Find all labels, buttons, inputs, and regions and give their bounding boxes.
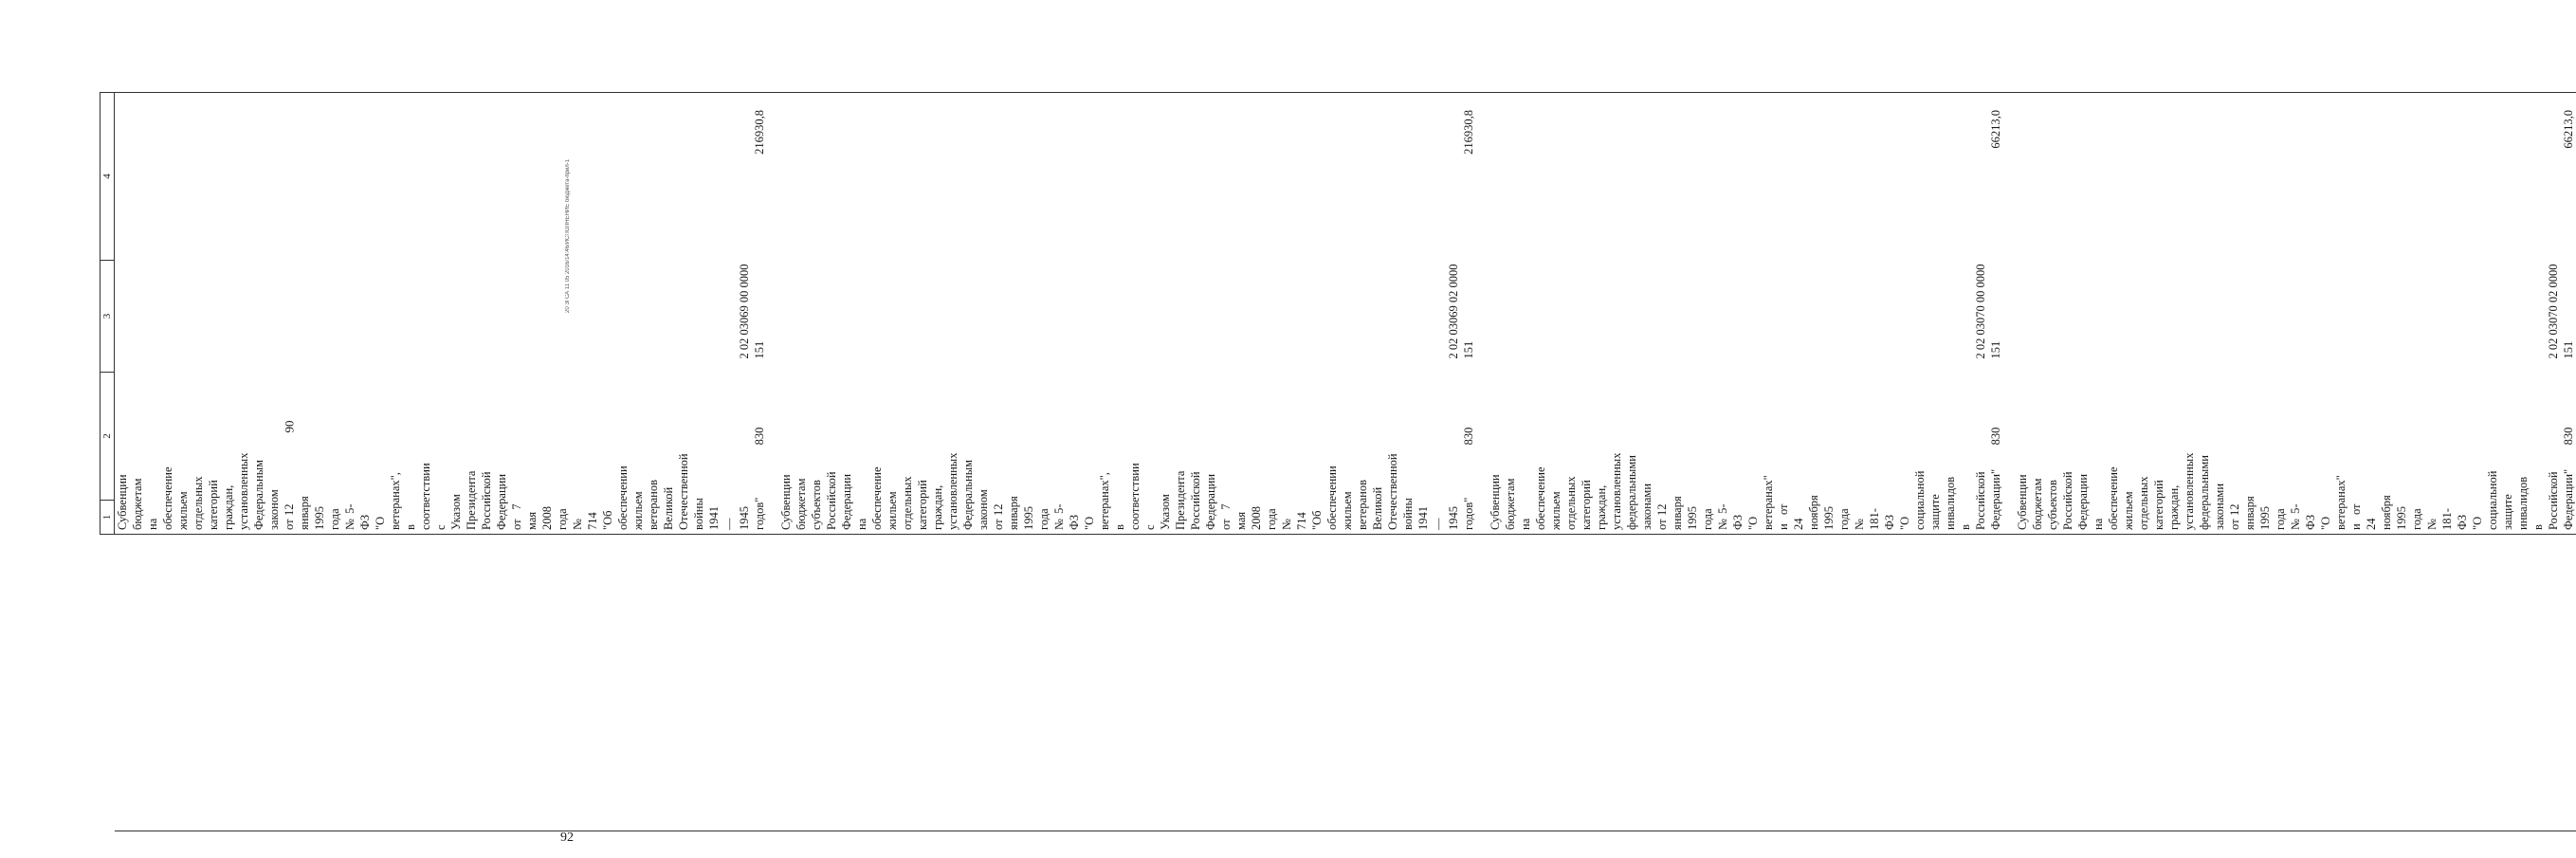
row-admin-code: 830: [1989, 427, 2002, 446]
row-budget-code: 2 02 03069 02 0000 151: [1447, 264, 1475, 359]
page-number-header: 90: [282, 420, 297, 433]
row-budget-code: 2 02 03069 00 0000 151: [738, 264, 766, 359]
table-row: [115, 93, 768, 831]
row-budget-code: 2 02 03070 00 0000 151: [1974, 264, 2002, 359]
table-row: [1488, 93, 2003, 831]
row-admin-code: 830: [1462, 427, 1475, 446]
row-amount: 66213,0: [2015, 93, 2576, 261]
row-admin-code: 830: [753, 427, 766, 446]
row-admin-code: 830: [2562, 427, 2575, 446]
footer-note: 20 ЗГСА 11 05 2016/14:46/ИСПОЛНЕНИЕ бюджета-прил-1: [565, 158, 571, 313]
page-number-footer: 92: [560, 831, 574, 845]
table-header-row: [100, 93, 115, 831]
row-description: Субвенции бюджетам субъектов Российской Федерации на обеспечение жильем отдельных категорий граждан, установленных федеральными законами от 12 января 1995 года № 5-ФЗ "О ветеранах" и от 24 ноября 1995 года № 181-ФЗ "О социальной защите инвалидов в Российской Федерации": [2015, 501, 2576, 535]
row-amount: 216930,8: [115, 93, 768, 261]
row-budget-code: 2 02 03070 02 0000 151: [2547, 264, 2575, 359]
row-amount: 66213,0: [1488, 93, 2003, 261]
row-amount: 216930,8: [778, 93, 1476, 261]
table-row: [778, 93, 1476, 831]
row-description: Субвенции бюджетам на обеспечение жильем отдельных категорий граждан, установленных федеральными законами от 12 января 1995 года № 5-ФЗ "О ветеранах" и от 24 ноября 1995 года № 181-ФЗ "О социальной защите инвалидов в Российской Федерации": [1488, 501, 2003, 535]
header-col-4: 4: [100, 93, 115, 261]
header-col-1: 1: [100, 501, 115, 535]
budget-table: [100, 92, 2576, 831]
table-row: [2015, 93, 2576, 831]
header-col-3: 3: [100, 261, 115, 373]
header-col-2: 2: [100, 373, 115, 501]
row-description: Субвенции бюджетам субъектов Российской Федерации на обеспечение жильем отдельных категорий граждан, установленных Федеральным законом от 12 января 1995 года № 5-ФЗ "О ветеранах", в соответствии с Указом Президента Российской Федерации от 7 мая 2008 года № 714 "Об обеспечении жильем ветеранов Великой Отечественной войны 1941—1945 годов": [778, 501, 1476, 535]
row-description: Субвенции бюджетам на обеспечение жильем отдельных категорий граждан, установленных Федеральным законом от 12 января 1995 года № 5-ФЗ "О ветеранах", в соответствии с Указом Президента Российской Федерации от 7 мая 2008 года № 714 "Об обеспечении жильем ветеранов Великой Отечественной войны 1941—1945 годов": [115, 501, 768, 535]
